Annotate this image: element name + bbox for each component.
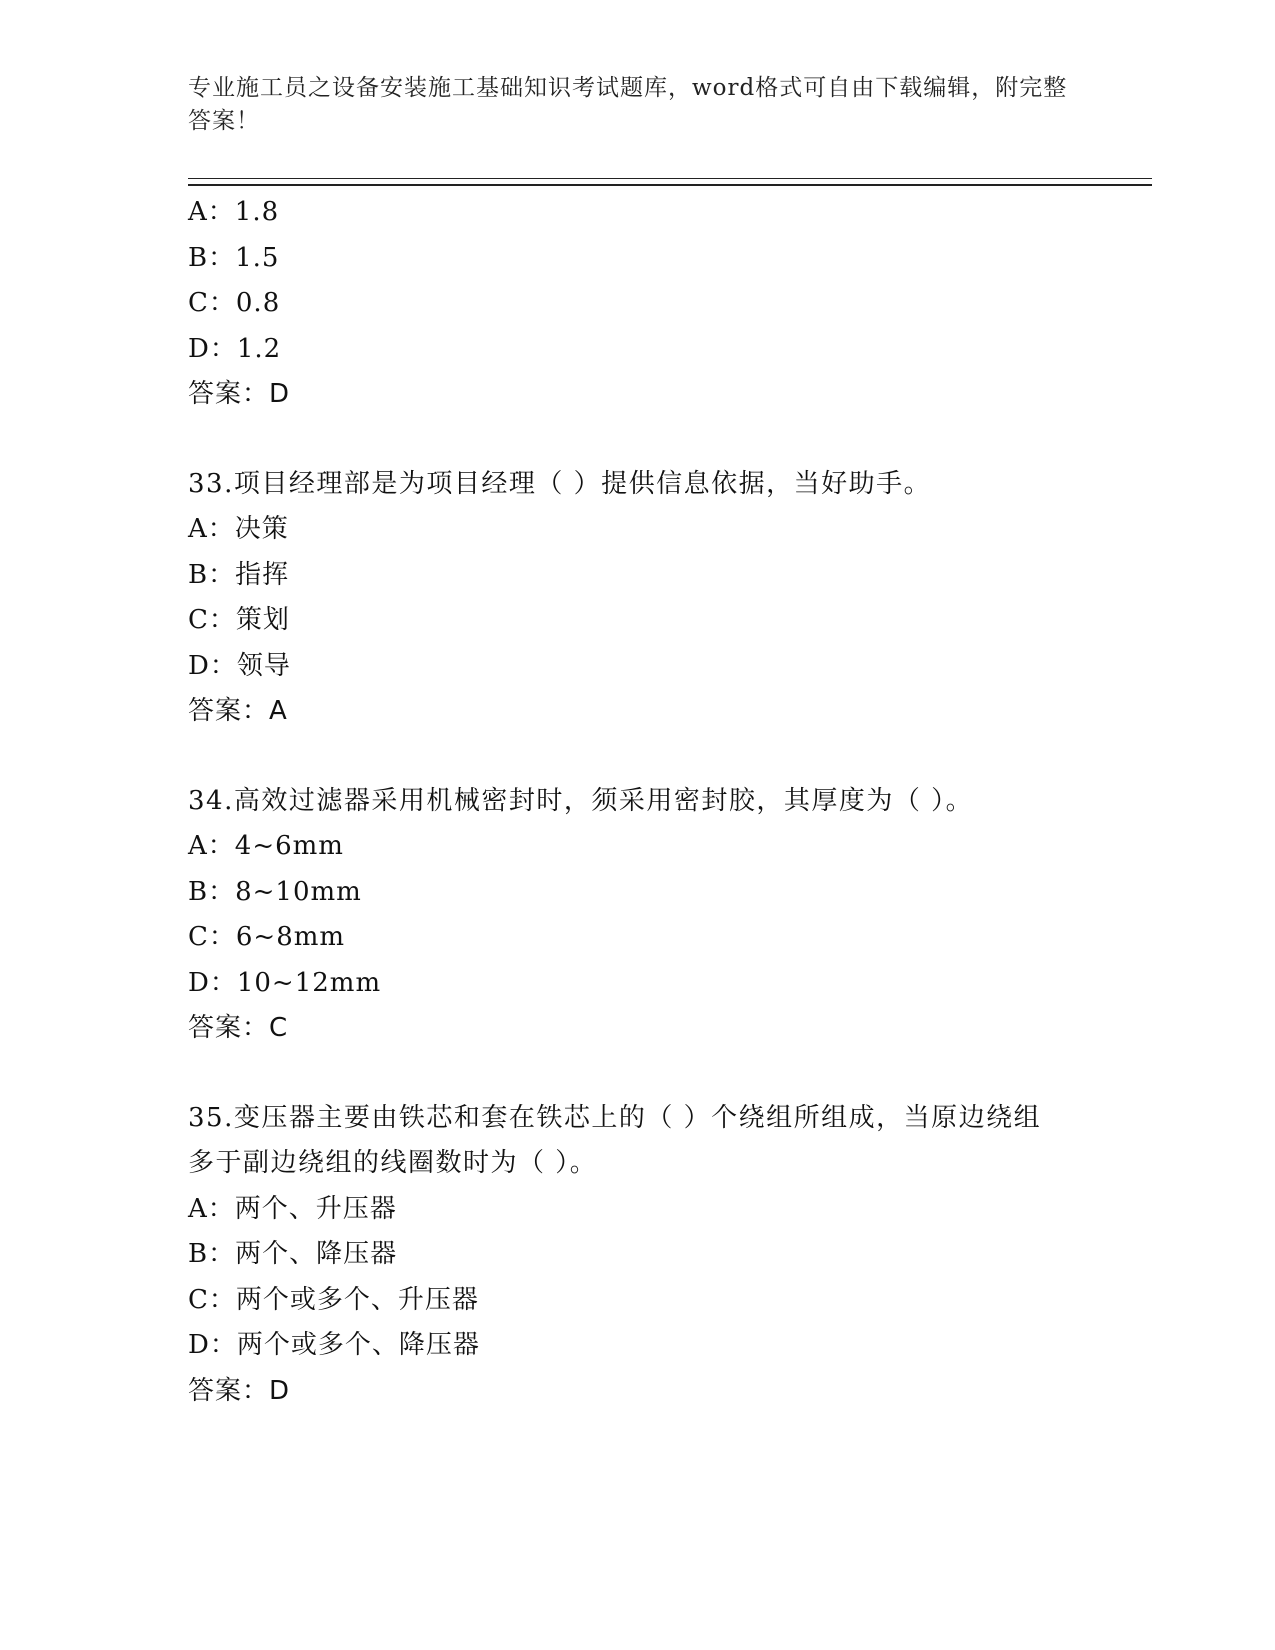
- spacer: [188, 735, 1148, 779]
- option-c: C：两个或多个、升压器: [188, 1284, 479, 1315]
- option-d: D：两个或多个、降压器: [188, 1330, 480, 1360]
- option-d: D：10~12mm: [188, 967, 382, 998]
- question-list: [188, 190, 1148, 1414]
- option-a: A：决策: [188, 514, 289, 544]
- question-text: 34.高效过滤器采用机械密封时，须采用密封胶，其厚度为（ ）。: [188, 785, 974, 816]
- option-a: A：两个、升压器: [188, 1193, 397, 1224]
- spacer: [188, 418, 1148, 462]
- option-b: B：8~10mm: [188, 876, 362, 907]
- option-a: A：4~6mm: [188, 831, 344, 861]
- answer-line: 答案：D: [188, 379, 291, 409]
- answer-line: 答案：D: [188, 1375, 291, 1406]
- question-text: 35.变压器主要由铁芯和套在铁芯上的（ ）个绕组所组成，当原边绕组多于副边绕组的线圈数时为（ ）。: [188, 1102, 1042, 1178]
- answer-line: 答案：A: [188, 696, 288, 726]
- option-b: B：指挥: [188, 559, 290, 590]
- question-text: 33.项目经理部是为项目经理（ ）提供信息依据，当好助手。: [188, 468, 932, 499]
- question-block-32: [188, 190, 1148, 418]
- header-divider: [188, 178, 1152, 186]
- option-c: C：策划: [188, 605, 290, 635]
- question-block-35: [188, 1096, 1148, 1415]
- answer-line: 答案：C: [188, 1013, 289, 1043]
- option-c: C：0.8: [188, 288, 281, 318]
- document-header: 专业施工员之设备安装施工基础知识考试题库，word格式可自由下载编辑，附完整答案！: [188, 75, 1068, 134]
- question-block-34: [188, 779, 1148, 1052]
- spacer: [188, 1052, 1148, 1096]
- option-d: D：领导: [188, 650, 291, 681]
- option-b: B：1.5: [188, 242, 280, 273]
- option-d: D：1.2: [188, 333, 282, 364]
- option-b: B：两个、降压器: [188, 1239, 398, 1269]
- question-block-33: [188, 462, 1148, 735]
- option-a: A：1.8: [188, 197, 280, 227]
- option-c: C：6~8mm: [188, 922, 346, 952]
